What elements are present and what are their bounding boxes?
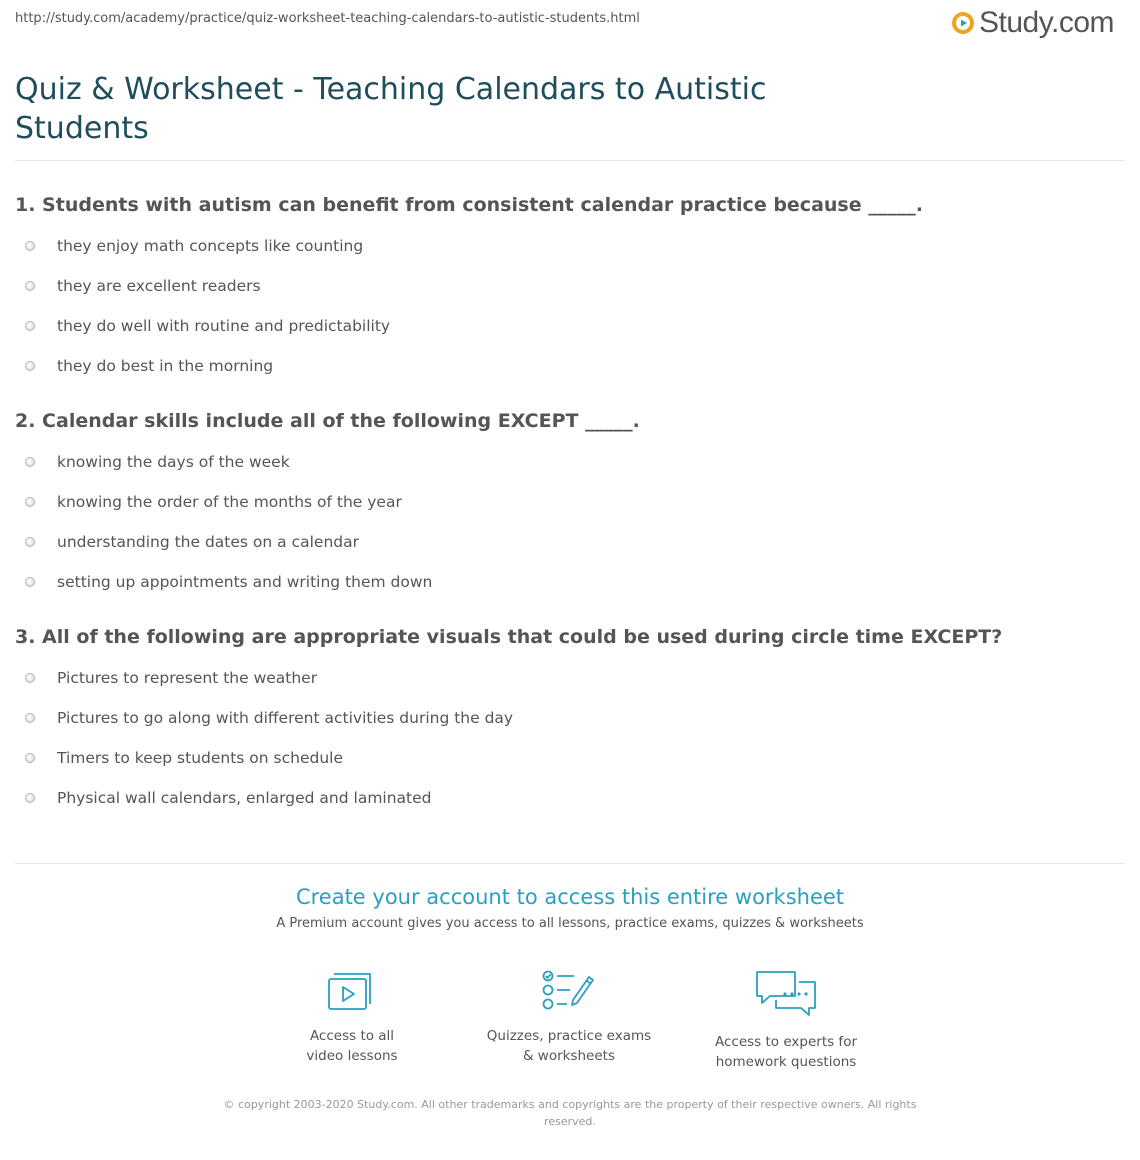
feature-experts — [686, 968, 886, 1072]
answer-option[interactable] — [15, 346, 1125, 386]
question-list — [15, 192, 1125, 840]
radio-button[interactable] — [25, 457, 35, 467]
feature-label: Quizzes, practice exams & worksheets — [486, 1028, 652, 1064]
page-title: Quiz & Worksheet - Teaching Calendars to Autistic Students — [15, 72, 767, 146]
feature-video-lessons — [252, 968, 452, 1066]
answer-option[interactable] — [15, 266, 1125, 306]
answer-label: they do best in the morning — [57, 357, 274, 375]
feature-quizzes — [469, 968, 669, 1066]
logo-text: Study.com — [979, 6, 1114, 39]
radio-button[interactable] — [25, 577, 35, 587]
answer-option[interactable] — [15, 522, 1125, 562]
radio-button[interactable] — [25, 321, 35, 331]
answer-label: understanding the dates on a calendar — [57, 533, 359, 551]
divider — [15, 160, 1125, 161]
radio-button[interactable] — [25, 241, 35, 251]
radio-button[interactable] — [25, 497, 35, 507]
answer-option[interactable] — [15, 442, 1125, 482]
answer-option[interactable] — [15, 778, 1125, 818]
cta-subtitle: A Premium account gives you access to all lessons, practice exams, quizzes & worksheets — [276, 916, 864, 931]
answer-option[interactable] — [15, 226, 1125, 266]
answer-label: they enjoy math concepts like counting — [57, 237, 364, 255]
answer-label: they are excellent readers — [57, 277, 261, 295]
answer-label: Physical wall calendars, enlarged and laminated — [57, 789, 432, 807]
answer-option[interactable] — [15, 482, 1125, 522]
radio-button[interactable] — [25, 281, 35, 291]
question-2 — [15, 408, 1125, 602]
cta-title[interactable]: Create your account to access this entire worksheet — [295, 885, 845, 909]
study-logo[interactable] — [951, 8, 1114, 38]
copyright-notice: © copyright 2003-2020 Study.com. All other trademarks and copyrights are the property of their respective owners. All rights reserved. — [223, 1098, 917, 1128]
answer-label: setting up appointments and writing them down — [57, 573, 433, 591]
quiz-checklist-icon — [541, 968, 597, 1014]
answer-label: Pictures to represent the weather — [57, 669, 318, 687]
radio-button[interactable] — [25, 673, 35, 683]
question-1 — [15, 192, 1125, 386]
radio-button[interactable] — [25, 713, 35, 723]
answer-option[interactable] — [15, 698, 1125, 738]
page-url: http://study.com/academy/practice/quiz-worksheet-teaching-calendars-to-autistic-students.html — [15, 11, 640, 26]
answer-label: knowing the order of the months of the year — [57, 493, 402, 511]
radio-button[interactable] — [25, 753, 35, 763]
video-lessons-icon — [326, 968, 378, 1014]
radio-button[interactable] — [25, 793, 35, 803]
question-text: 2. Calendar skills include all of the following EXCEPT _____. — [15, 410, 640, 432]
answer-option[interactable] — [15, 658, 1125, 698]
answer-option[interactable] — [15, 738, 1125, 778]
radio-button[interactable] — [25, 361, 35, 371]
chat-bubbles-icon — [754, 968, 818, 1020]
play-circle-icon — [951, 11, 975, 35]
answer-label: they do well with routine and predictability — [57, 317, 391, 335]
question-text: 3. All of the following are appropriate visuals that could be used during circle time EXCEPT? — [15, 626, 1003, 648]
feature-label: Access to experts for homework questions — [714, 1034, 857, 1070]
question-3 — [15, 624, 1125, 818]
answer-option[interactable] — [15, 306, 1125, 346]
answer-option[interactable] — [15, 562, 1125, 602]
feature-label: Access to all video lessons — [306, 1028, 398, 1064]
question-text: 1. Students with autism can benefit from consistent calendar practice because _____. — [15, 194, 923, 216]
answer-label: knowing the days of the week — [57, 453, 290, 471]
radio-button[interactable] — [25, 537, 35, 547]
divider — [15, 863, 1125, 864]
answer-label: Pictures to go along with different activities during the day — [57, 709, 514, 727]
answer-label: Timers to keep students on schedule — [57, 749, 344, 767]
